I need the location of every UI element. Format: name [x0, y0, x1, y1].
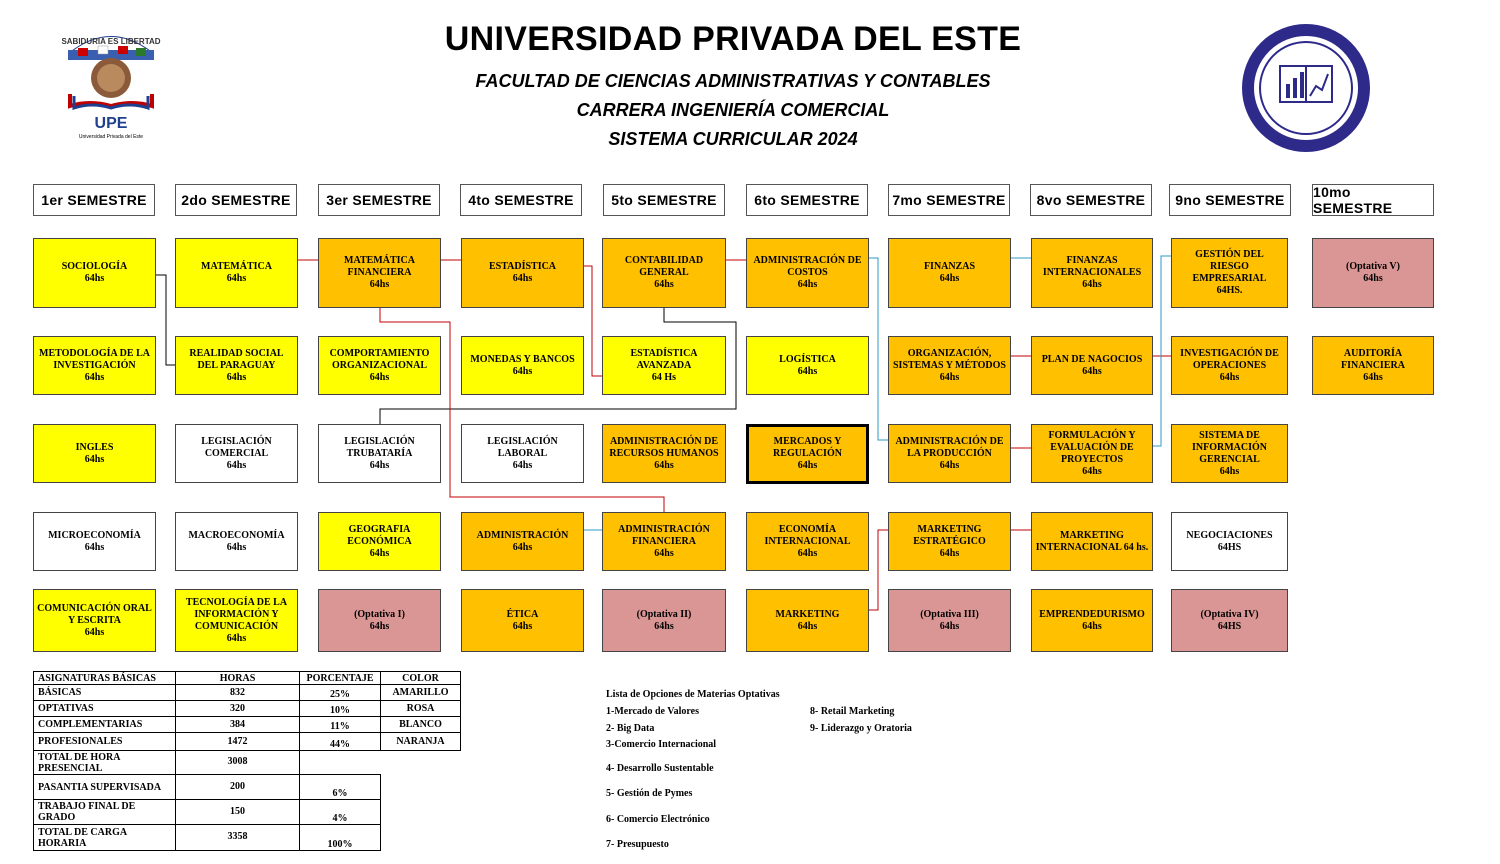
pasantia-hours: 200	[175, 774, 300, 800]
total-carga-hours: 3358	[175, 824, 300, 851]
subject-marketing-estrategico: MARKETING ESTRATÉGICO 64hs	[888, 512, 1011, 571]
table-row-pct: 25%	[299, 684, 381, 701]
semester-header-9: 9no SEMESTRE	[1169, 184, 1291, 216]
optative-item: 4- Desarrollo Sustentable	[606, 763, 714, 774]
table-row-label: OPTATIVAS	[33, 700, 176, 717]
optatives-title: Lista de Opciones de Materias Optativas	[606, 689, 780, 700]
semester-header-6: 6to SEMESTRE	[746, 184, 868, 216]
subject-optativa-2: (Optativa II) 64hs	[602, 589, 726, 652]
logo-name: Universidad Privada del Este	[78, 134, 144, 140]
subject-metodologia: METODOLOGÍA DE LA INVESTIGACIÓN 64hs	[33, 336, 156, 395]
semester-header-4: 4to SEMESTRE	[460, 184, 582, 216]
subject-optativa-3: (Optativa III) 64hs	[888, 589, 1011, 652]
table-header-horas: HORAS	[175, 671, 300, 685]
subject-comportamiento-organizacional: COMPORTAMIENTO ORGANIZACIONAL 64hs	[318, 336, 441, 395]
subject-matematica: MATEMÁTICA 64hs	[175, 238, 298, 308]
subject-matematica-financiera: MATEMÁTICA FINANCIERA 64hs	[318, 238, 441, 308]
subject-formulacion-proyectos: FORMULACIÓN Y EVALUACIÓN DE PROYECTOS 64hs	[1031, 424, 1153, 483]
subject-microeconomia: MICROECONOMÍA 64hs	[33, 512, 156, 571]
subject-recursos-humanos: ADMINISTRACIÓN DE RECURSOS HUMANOS 64hs	[602, 424, 726, 483]
subject-optativa-4: (Optativa IV) 64HS	[1171, 589, 1288, 652]
tfg-pct: 4%	[299, 799, 381, 825]
subject-sociologia: SOCIOLOGÍA 64hs	[33, 238, 156, 308]
subject-optativa-5: (Optativa V) 64hs	[1312, 238, 1434, 308]
subject-administracion-costos: ADMINISTRACIÓN DE COSTOS 64hs	[746, 238, 869, 308]
logo-abbr: UPE	[94, 115, 128, 132]
university-title: UNIVERSIDAD PRIVADA DEL ESTE	[444, 20, 1022, 58]
subject-negociaciones: NEGOCIACIONES 64HS	[1171, 512, 1288, 571]
tfg-label: TRABAJO FINAL DE GRADO	[33, 799, 176, 825]
curriculum-title: SISTEMA CURRICULAR 2024	[608, 129, 858, 149]
table-row-label: PROFESIONALES	[33, 732, 176, 751]
subject-marketing: MARKETING 64hs	[746, 589, 869, 652]
total-carga-pct: 100%	[299, 824, 381, 851]
semester-header-8: 8vo SEMESTRE	[1030, 184, 1152, 216]
table-header-color: COLOR	[380, 671, 461, 685]
subject-marketing-internacional: MARKETING INTERNACIONAL 64 hs.	[1031, 512, 1153, 571]
subject-finanzas: FINANZAS 64hs	[888, 238, 1011, 308]
semester-header-10: 10mo SEMESTRE	[1312, 184, 1434, 216]
total-presencial-label: TOTAL DE HORA PRESENCIAL	[33, 750, 176, 775]
subject-plan-negocios: PLAN DE NAGOCIOS 64hs	[1031, 336, 1153, 395]
table-row-hours: 832	[175, 684, 300, 701]
table-header-porcentaje: PORCENTAJE	[299, 671, 381, 685]
subject-administracion: ADMINISTRACIÓN 64hs	[461, 512, 584, 571]
subject-administracion-financiera: ADMINISTRACIÓN FINANCIERA 64hs	[602, 512, 726, 571]
subject-optativa-1: (Optativa I) 64hs	[318, 589, 441, 652]
semester-header-5: 5to SEMESTRE	[603, 184, 725, 216]
table-row-pct: 11%	[299, 716, 381, 733]
total-carga-label: TOTAL DE CARGA HORARIA	[33, 824, 176, 851]
subject-etica: ÉTICA 64hs	[461, 589, 584, 652]
table-row-pct: 10%	[299, 700, 381, 717]
subject-legislacion-tributaria: LEGISLACIÓN TRUBATARÍA 64hs	[318, 424, 441, 483]
subject-investigacion-operaciones: INVESTIGACIÓN DE OPERACIONES 64hs	[1171, 336, 1288, 395]
table-row-label: BÁSICAS	[33, 684, 176, 701]
subject-administracion-produccion: ADMINISTRACIÓN DE LA PRODUCCIÓN 64hs	[888, 424, 1011, 483]
subject-economia-internacional: ECONOMÍA INTERNACIONAL 64hs	[746, 512, 869, 571]
total-presencial-hours: 3008	[175, 750, 300, 775]
table-header-asignaturas: ASIGNATURAS BÁSICAS	[33, 671, 176, 685]
table-row-pct: 44%	[299, 732, 381, 751]
optative-item: 5- Gestión de Pymes	[606, 788, 693, 799]
table-row-color: AMARILLO	[380, 684, 461, 701]
semester-header-1: 1er SEMESTRE	[33, 184, 155, 216]
faculty-title: FACULTAD DE CIENCIAS ADMINISTRATIVAS Y CONTABLES	[475, 71, 991, 91]
optative-item: 1-Mercado de Valores	[606, 706, 699, 717]
subject-logistica: LOGÍSTICA 64hs	[746, 336, 869, 395]
subject-realidad-social: REALIDAD SOCIAL DEL PARAGUAY 64hs	[175, 336, 298, 395]
tfg-hours: 150	[175, 799, 300, 825]
subject-mercados-regulacion: MERCADOS Y REGULACIÓN 64hs	[746, 424, 869, 484]
semester-header-2: 2do SEMESTRE	[175, 184, 297, 216]
subject-gestion-riesgo: GESTIÓN DEL RIESGO EMPRESARIAL 64HS.	[1171, 238, 1288, 308]
table-row-hours: 320	[175, 700, 300, 717]
subject-comunicacion: COMUNICACIÓN ORAL Y ESCRITA 64hs	[33, 589, 156, 652]
subject-estadistica: ESTADÍSTICA 64hs	[461, 238, 584, 308]
optative-item: 3-Comercio Internacional	[606, 739, 717, 750]
subject-sistema-informacion-gerencial: SISTEMA DE INFORMACIÓN GERENCIAL 64hs	[1171, 424, 1288, 483]
optative-item: 7- Presupuesto	[606, 839, 669, 850]
career-title: CARRERA INGENIERÍA COMERCIAL	[576, 100, 890, 120]
table-row-color: ROSA	[380, 700, 461, 717]
semester-header-7: 7mo SEMESTRE	[888, 184, 1010, 216]
subject-legislacion-laboral: LEGISLACIÓN LABORAL 64hs	[461, 424, 584, 483]
optative-item: 2- Big Data	[606, 723, 655, 734]
logo-motto: SABIDURIA ES LIBERTAD	[61, 37, 161, 46]
table-row-hours: 1472	[175, 732, 300, 751]
table-row-hours: 384	[175, 716, 300, 733]
subject-organizacion-sistemas: ORGANIZACIÓN, SISTEMAS Y MÉTODOS 64hs	[888, 336, 1011, 395]
subject-geografia-economica: GEOGRAFIA ECONÓMICA 64hs	[318, 512, 441, 571]
subject-legislacion-comercial: LEGISLACIÓN COMERCIAL 64hs	[175, 424, 298, 483]
semester-header-3: 3er SEMESTRE	[318, 184, 440, 216]
pasantia-pct: 6%	[299, 774, 381, 800]
subject-finanzas-internacionales: FINANZAS INTERNACIONALES 64hs	[1031, 238, 1153, 308]
subject-emprendedurismo: EMPRENDEDURISMO 64hs	[1031, 589, 1153, 652]
subject-tecnologia-informacion: TECNOLOGÍA DE LA INFORMACIÓN Y COMUNICACIÓN 64hs	[175, 589, 298, 652]
optative-item: 6- Comercio Electrónico	[606, 814, 710, 825]
subject-contabilidad-general: CONTABILIDAD GENERAL 64hs	[602, 238, 726, 308]
subject-auditoria-financiera: AUDITORÍA FINANCIERA 64hs	[1312, 336, 1434, 395]
pasantia-label: PASANTIA SUPERVISADA	[33, 774, 176, 800]
optative-item: 9- Liderazgo y Oratoria	[810, 723, 912, 734]
subject-macroeconomia: MACROECONOMÍA 64hs	[175, 512, 298, 571]
optative-item: 8- Retail Marketing	[810, 706, 895, 717]
subject-monedas-bancos: MONEDAS Y BANCOS 64hs	[461, 336, 584, 395]
table-row-color: BLANCO	[380, 716, 461, 733]
subject-estadistica-avanzada: ESTADÍSTICA AVANZADA 64 Hs	[602, 336, 726, 395]
subject-ingles: INGLES 64hs	[33, 424, 156, 483]
table-row-label: COMPLEMENTARIAS	[33, 716, 176, 733]
table-row-color: NARANJA	[380, 732, 461, 751]
